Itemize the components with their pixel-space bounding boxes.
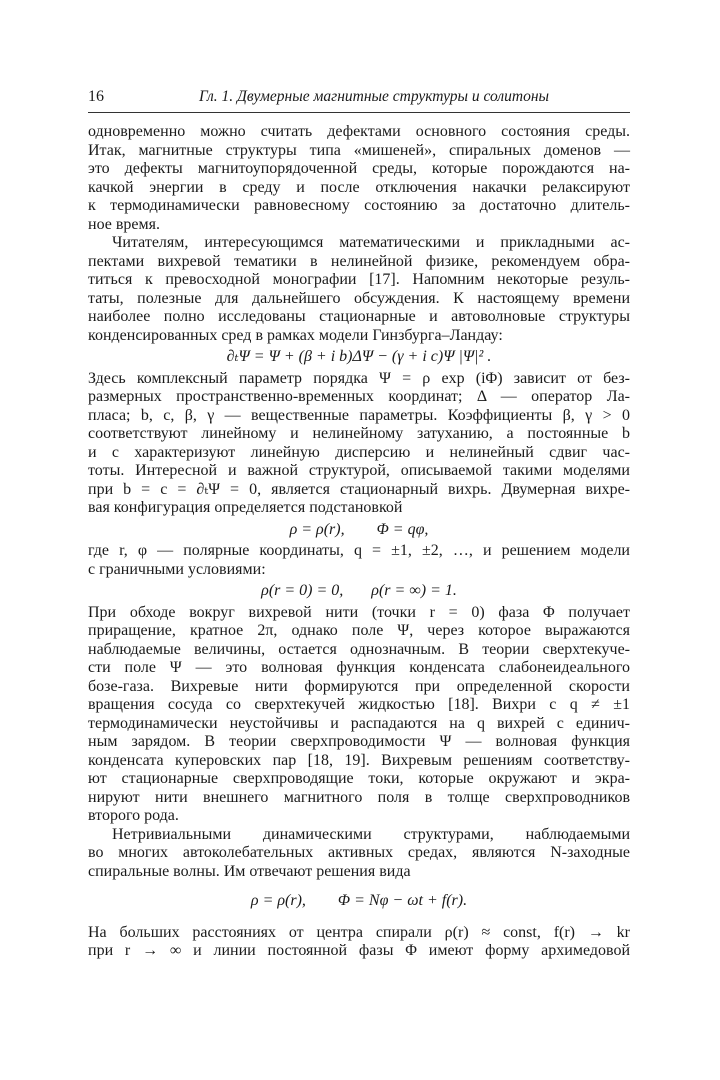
text-line: На больших расстояниях от центра спирали ρ(r) ≈ const, f(r) → kr <box>88 923 630 941</box>
text-line: нируют нити внешнего магнитного поля в толще сверхпроводников <box>88 788 630 806</box>
text-line: одновременно можно считать дефектами основного состояния среды. <box>88 123 630 140</box>
text-line: соответствуют линейному и нелинейному затуханию, а постоянные b <box>88 425 630 442</box>
text-line: таты, полезные для дальнейшего обсуждения. К настоящему времени <box>88 289 630 307</box>
text-line: где r, φ — полярные координаты, q = ±1, ±2, …, и решением модели <box>88 542 630 559</box>
text-line: с граничными условиями: <box>88 560 266 578</box>
text-line: спиральные волны. Им отвечают решения вида <box>88 862 411 880</box>
text-line: конденсата куперовских пар [18, 19]. Вихревым решениям соответству- <box>88 751 630 769</box>
text-line: к термодинамически равновесному состоянию за достаточно длитель- <box>88 197 630 214</box>
text-line: наиболее полно исследованы стационарные и автоволновые структуры <box>88 308 630 325</box>
text-line: конденсированных сред в рамках модели Гинзбурга–Ландау: <box>88 326 503 344</box>
text-line: Здесь комплексный параметр порядка Ψ = ρ exp (iΦ) зависит от без- <box>88 369 630 387</box>
text-line: тоты. Интересной и важной структурой, описываемой такими моделями <box>88 462 630 479</box>
text-line: Итак, магнитные структуры типа «мишеней», спиральных доменов — <box>88 141 630 159</box>
running-title: Гл. 1. Двумерные магнитные структуры и солитоны <box>198 88 550 105</box>
equation: ρ = ρ(r), Φ = qφ, <box>289 520 429 538</box>
text-line: во многих автоколебательных активных средах, являются N-заходные <box>88 844 630 861</box>
page-number: 16 <box>88 88 104 105</box>
text-line: и c характеризуют линейную дисперсию и нелинейный сдвиг час- <box>88 443 630 461</box>
text-line: Читателям, интересующимся математическими и прикладными ас- <box>112 234 630 251</box>
text-line: При обходе вокруг вихревой нити (точки r = 0) фаза Φ получает <box>88 603 630 621</box>
page-body <box>88 123 630 961</box>
equation: ρ(r = 0) = 0, ρ(r = ∞) = 1. <box>261 582 457 599</box>
text-line: титься к превосходной монографии [17]. Напомним некоторые резуль- <box>88 271 630 288</box>
text-line: размерных пространственно-временных координат; Δ — оператор Ла- <box>88 388 630 405</box>
text-line: вращения сосуда со сверхтекучей жидкостью [18]. Вихри с q ≠ ±1 <box>88 696 630 713</box>
running-header <box>88 86 630 113</box>
text-line: качкой энергии в среду и после отключения накачки релаксируют <box>88 178 630 196</box>
text-line: приращение, кратное 2π, однако поле Ψ, через которое выражаются <box>88 622 630 639</box>
text-line: наблюдаемые величины, остается однозначным. В теории сверхтекуче- <box>88 640 630 658</box>
text-line: Нетривиальными динамическими структурами, наблюдаемыми <box>112 825 630 843</box>
text-line: это дефекты магнитоупорядоченной среды, которые порождаются на- <box>88 160 630 177</box>
text-line: термодинамически неустойчивы и распадаются на q вихрей с единич- <box>88 714 630 732</box>
text-line: бозе-газа. Вихревые нити формируются при определенной скорости <box>88 677 630 695</box>
text-line: второго рода. <box>88 807 179 824</box>
text-line: сти поле Ψ — это волновая функция конденсата слабонеидеального <box>88 659 630 676</box>
text-line: ют стационарные сверхпроводящие токи, которые окружают и экра- <box>88 770 630 787</box>
text-line: при r → ∞ и линии постоянной фазы Φ имеют форму архимедовой <box>88 942 630 959</box>
text-line: ное время. <box>88 215 160 233</box>
equation: ∂ₜΨ = Ψ + (β + i b)ΔΨ − (γ + i c)Ψ |Ψ|² . <box>226 348 492 365</box>
text-line: ным зарядом. В теории сверхпроводимости Ψ — волновая функция <box>88 733 630 750</box>
text-line: при b = c = ∂ₜΨ = 0, является стационарный вихрь. Двумерная вихре- <box>88 480 630 498</box>
equation: ρ = ρ(r), Φ = Nφ − ωt + f(r). <box>250 892 468 909</box>
text-line: пласа; b, c, β, γ — вещественные параметры. Коэффициенты β, γ > 0 <box>88 406 630 424</box>
text-line: пектами вихревой тематики в нелинейной физике, рекомендуем обра- <box>88 252 630 270</box>
text-line: вая конфигурация определяется подстановкой <box>88 499 403 516</box>
